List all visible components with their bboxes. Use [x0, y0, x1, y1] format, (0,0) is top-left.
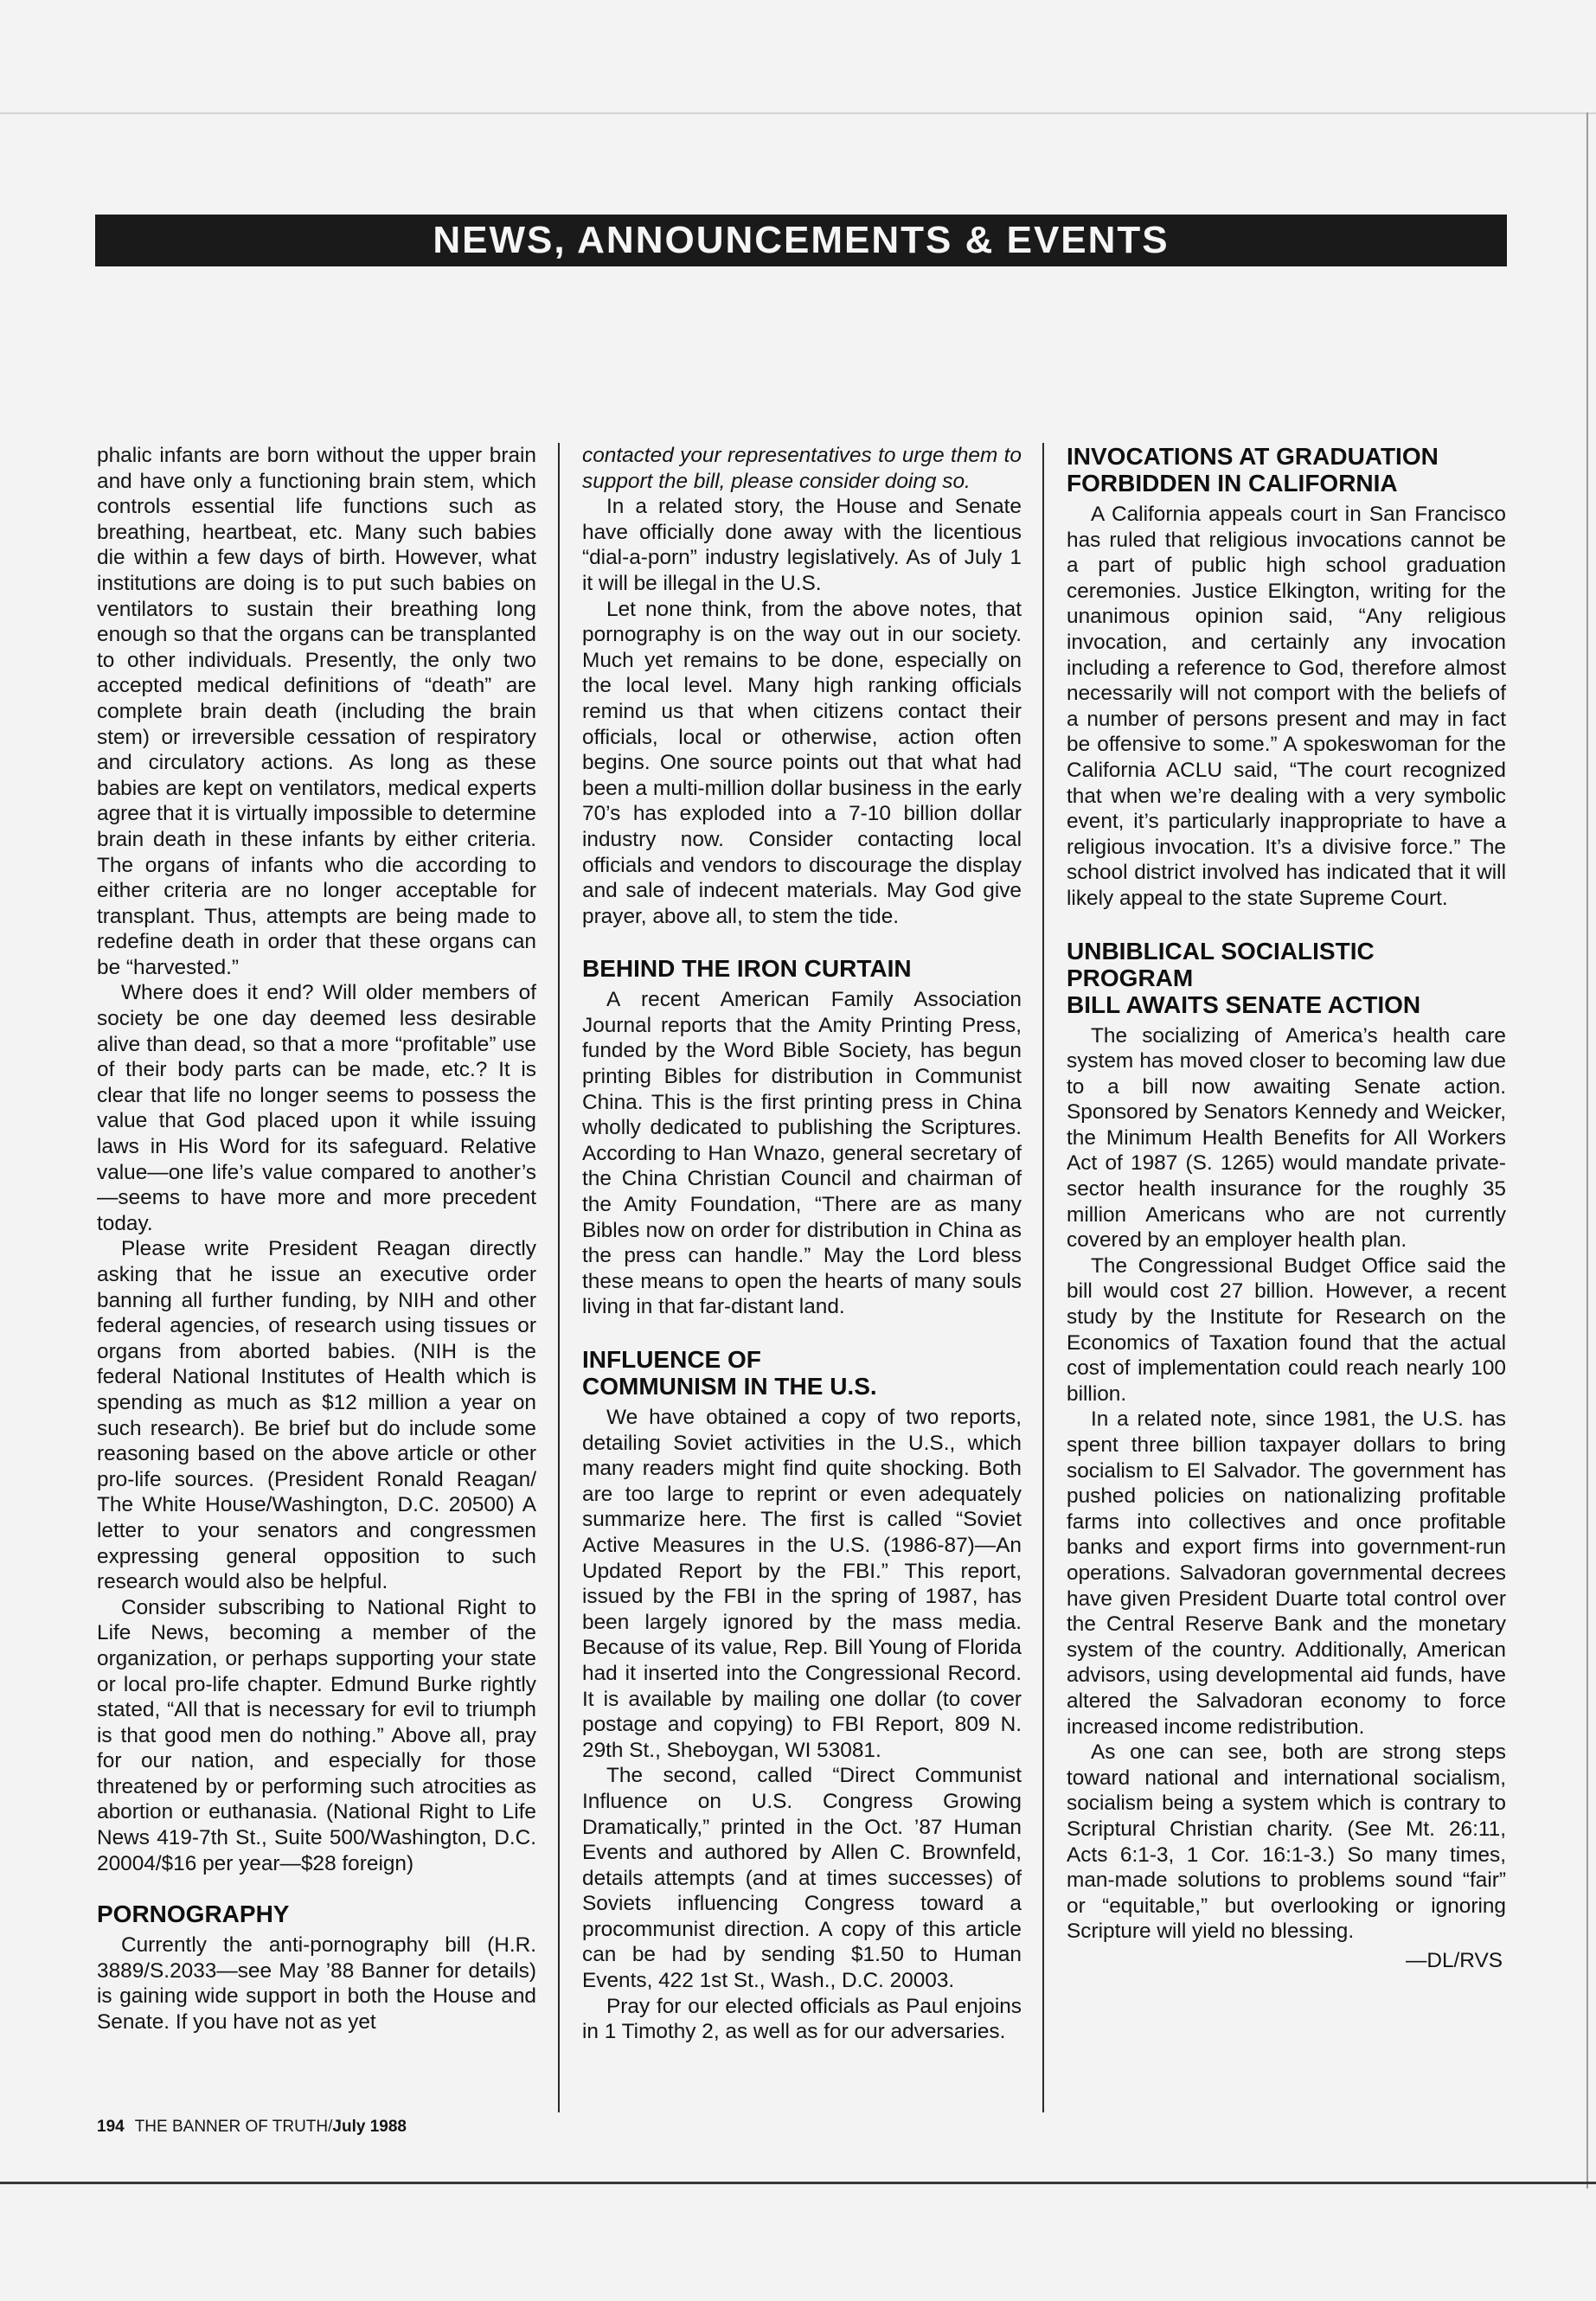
column-3	[1067, 443, 1506, 1973]
column-divider-right	[1042, 443, 1044, 2112]
heading-pornography: PORNOGRAPHY	[97, 1900, 290, 1928]
heading-line: COMMUNISM IN THE U.S.	[582, 1373, 877, 1400]
page-footer	[97, 2118, 407, 2137]
heading-line: INVOCATIONS AT GRADUATION	[1067, 443, 1439, 470]
paragraph: We have obtained a copy of two reports, detailing Soviet activities in the U.S., which many readers might find quite shocking. Both are too large to reprint or even adequately summarize here. The first is called “Soviet Active Measures in the U.S. (1986-87)—An Updated Report by the FBI.” This report, issued by the FBI in the spring of 1987, has been largely ignored by the mass media. Because of its value, Rep. Bill Young of Florida had it inserted into the Congressional Record. It is available by mailing one dollar (to cover postage and copying) to FBI Report, 809 N. 29th St., Sheboygan, WI 53081.	[582, 1406, 1022, 1762]
scan-edge-top	[0, 112, 1596, 114]
publication-name: THE BANNER OF TRUTH/	[134, 2118, 333, 2136]
issue-date: July 1988	[332, 2118, 407, 2136]
paragraph: Pray for our elected officials as Paul enjoins in 1 Timothy 2, as well as for our adversaries.	[582, 1994, 1022, 2044]
heading-unbiblical-socialistic-program	[1067, 938, 1506, 1018]
scan-edge-bottom	[0, 2182, 1596, 2184]
heading-invocations-at-graduation	[1067, 443, 1506, 497]
column-divider-left	[558, 443, 560, 2112]
section-banner	[95, 215, 1507, 266]
paragraph: The Congressional Budget Office said the bill would cost 27 billion. However, a recent study by the Institute for Research on the Economics of Taxation found that the actual cost of implementation could reach nearly 100 billion.	[1067, 1253, 1506, 1406]
paragraph: Please write President Reagan directly asking that he issue an executive order banning all further funding, by NIH and other federal agencies, of research using tissues or organs from aborted babies. (NIH is the federal National Institutes of Health which is spending as much as $12 million a year on such research). Be brief but do include some reasoning based on the above article or other pro-life sources. (President Ronald Reagan/ The White House/Washington, D.C. 20500) A letter to your senators and congressmen expressing general opposition to such research would also be helpful.	[97, 1237, 536, 1594]
heading-line: FORBIDDEN IN CALIFORNIA	[1067, 470, 1398, 497]
heading-behind-the-iron-curtain: BEHIND THE IRON CURTAIN	[582, 955, 912, 983]
paragraph: In a related note, since 1981, the U.S. has spent three billion taxpayer dollars to bring socialism to El Salvador. The government has pushed policies on nationalizing profitable farms into collectives and once profitable banks and export firms into government-run operations. Salvadoran governmental decrees have given President Duarte total control over the Central Reserve Bank and the monetary system of the country. Additionally, American advisors, using developmental aid funds, have altered the Salvadoran economy to force increased income redistribution.	[1067, 1407, 1506, 1739]
heading-line: INFLUENCE OF	[582, 1346, 761, 1373]
scan-edge-right	[1586, 112, 1588, 2189]
heading-line: UNBIBLICAL SOCIALISTIC PROGRAM	[1067, 937, 1375, 991]
paragraph: contacted your representatives to urge them to support the bill, please consider doing so.	[582, 444, 1022, 493]
column-1	[97, 443, 536, 2035]
heading-influence-of-communism	[582, 1346, 1022, 1400]
paragraph: The second, called “Direct Communist Influence on U.S. Congress Growing Dramatically,” printed in the Oct. ’87 Human Events and authored by Allen C. Brownfeld, details attempts (and at times successes) of Soviets influencing Congress toward a procommunist direction. A copy of this article can be had by sending $1.50 to Human Events, 422 1st St., Wash., D.C. 20003.	[582, 1764, 1022, 1993]
author-signature: —DL/RVS	[1405, 1948, 1503, 1972]
banner-title: NEWS, ANNOUNCEMENTS & EVENTS	[433, 219, 1170, 261]
paragraph: Let none think, from the above notes, that pornography is on the way out in our society. Much yet remains to be done, especially on the local level. Many high ranking officials remind us that when citizens contact their officials, local or otherwise, action often begins. One source points out that what had been a multi-million dollar business in the early 70’s has exploded into a 7-10 billion dollar industry now. Consider contacting local officials and vendors to discourage the display and sale of indecent materials. May God give prayer, above all, to stem the tide.	[582, 597, 1022, 928]
paragraph: phalic infants are born without the upper brain and have only a functioning brain stem, which controls essential life functions such as breathing, heartbeat, etc. Many such babies die within a few days of birth. However, what institutions are doing is to put such babies on ventilators to sustain their breathing long enough so that the organs can be transplanted to other individuals. Presently, the only two accepted medical definitions of “death” are complete brain death (including the brain stem) or irreversible cessation of respiratory and circulatory actions. As long as these babies are kept on ventilators, medical experts agree that it is virtually impossible to determine brain death in these infants by either criteria. The organs of infants who die according to either criteria are no longer acceptable for transplant. Thus, attempts are being made to redefine death in order that these organs can be “harvested.”	[97, 444, 536, 979]
paragraph: Where does it end? Will older members of society be one day deemed less desirable alive than dead, so that a more “profitable” use of their body parts can be made, etc.? It is clear that life no longer seems to possess the value that God placed upon it while issuing laws in His Word for its safeguard. Relative value—one life’s value compared to another’s—seems to have more and more precedent today.	[97, 981, 536, 1235]
paragraph: Consider subscribing to National Right to Life News, becoming a member of the organization, or perhaps supporting your state or local pro-life chapter. Edmund Burke rightly stated, “All that is necessary for evil to triumph is that good men do nothing.” Above all, pray for our nation, and especially for those threatened by or performing such atrocities as abortion or euthanasia. (National Right to Life News 419-7th St., Suite 500/Washington, D.C. 20004/$16 per year—$28 foreign)	[97, 1595, 536, 1875]
paragraph: As one can see, both are strong steps toward national and international socialism, socialism being a system which is contrary to Scriptural Christian charity. (See Mt. 26:11, Acts 6:1-3, 1 Cor. 16:1-3.) So many times, man-made solutions to problems sound “fair” or “equitable,” but overlooking or ignoring Scripture will yield no blessing.	[1067, 1740, 1506, 1944]
column-2	[582, 443, 1022, 2045]
paragraph: Currently the anti-pornography bill (H.R. 3889/S.2033—see May ’88 Banner for details) is gaining wide support in both the House and Senate. If you have not as yet	[97, 1933, 536, 2035]
heading-line: BILL AWAITS SENATE ACTION	[1067, 990, 1421, 1018]
paragraph: In a related story, the House and Senate have officially done away with the licentious “dial-a-porn” industry legislatively. As of July 1 it will be illegal in the U.S.	[582, 495, 1022, 595]
paragraph: A recent American Family Association Journal reports that the Amity Printing Press, funded by the Word Bible Society, has begun printing Bibles for distribution in Communist China. This is the first printing press in China wholly dedicated to publishing the Scriptures. According to Han Wnazo, general secretary of the China Christian Council and chairman of the Amity Foundation, “There are as many Bibles now on order for distribution in China as the press can handle.” May the Lord bless these means to open the hearts of many souls living in that far-distant land.	[582, 988, 1022, 1319]
page-number: 194	[97, 2118, 125, 2136]
paragraph: The socializing of America’s health care system has moved closer to becoming law due to a bill now awaiting Senate action. Sponsored by Senators Kennedy and Weicker, the Minimum Health Benefits for All Workers Act of 1987 (S. 1265) would mandate private-sector health insurance for the roughly 35 million Americans who are not currently covered by an employer health plan.	[1067, 1023, 1506, 1253]
paragraph: A California appeals court in San Francisco has ruled that religious invocations cannot be a part of public high school graduation ceremonies. Justice Elkington, writing for the unanimous opinion said, “Any religious invocation, and certainly any invocation including a reference to God, therefore almost necessarily will not comport with the beliefs of a number of persons present and may in fact be offensive to some.” A spokeswoman for the California ACLU said, “The court recognized that when we’re dealing with a very symbolic event, it’s particularly inappropriate to have a religious invocation. It’s a divisive force.” The school district involved has indicated that it will likely appeal to the state Supreme Court.	[1067, 503, 1506, 910]
